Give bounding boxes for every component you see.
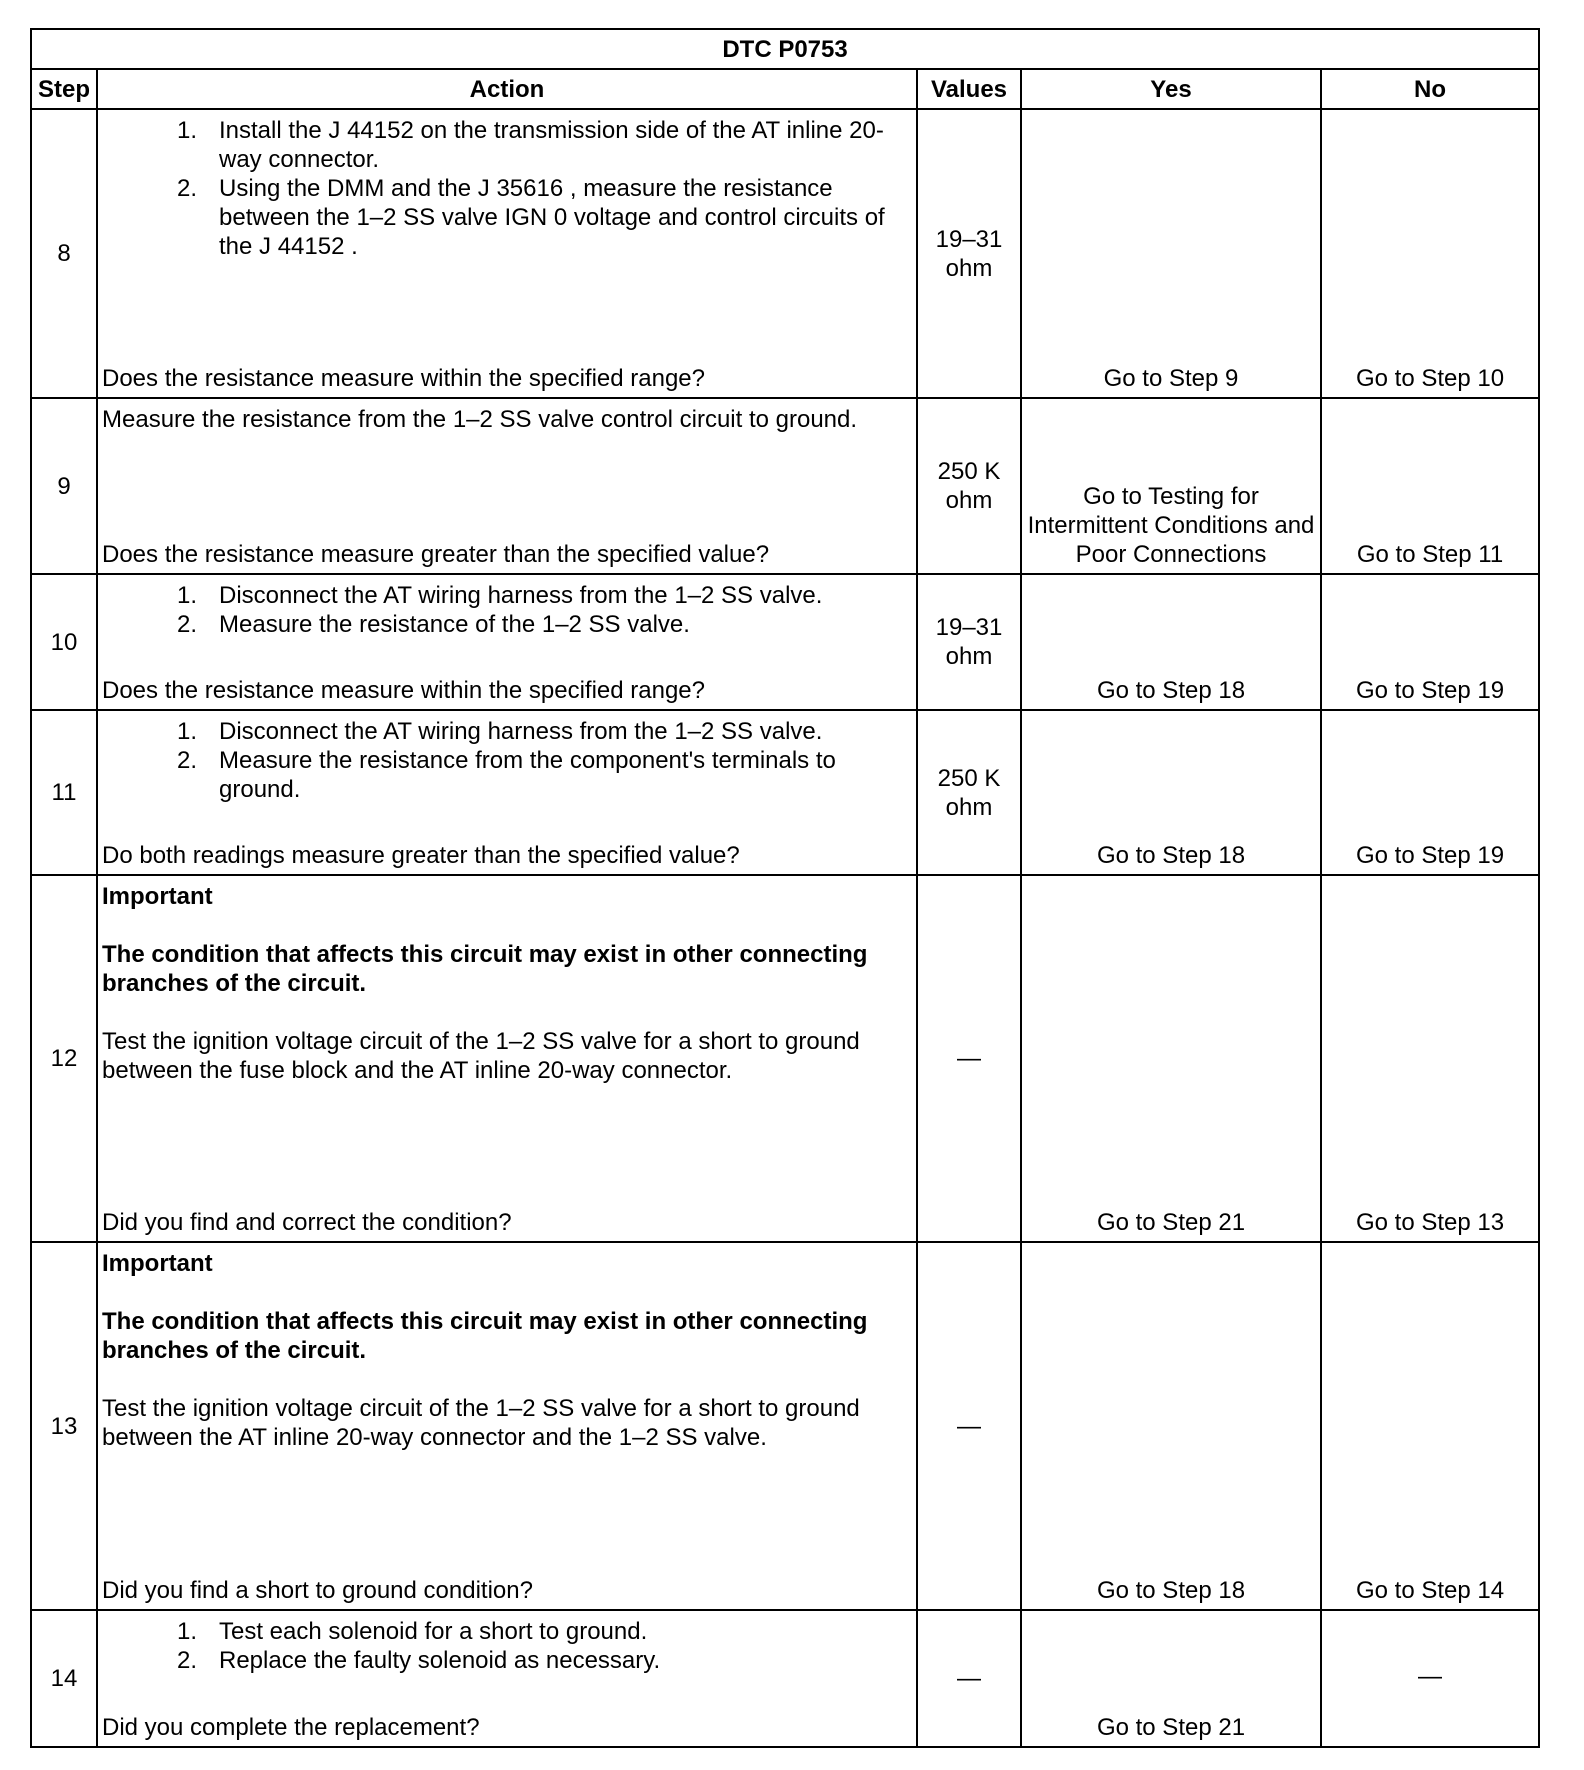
header-step: Step (31, 69, 97, 109)
action-text: Measure the resistance from the 1–2 SS valve control circuit to ground. (102, 406, 858, 433)
action-cell (97, 875, 917, 1242)
list-item: 2. Measure the resistance of the 1–2 SS valve. (176, 611, 690, 638)
action-list (102, 717, 912, 804)
yes-cell: Go to Step 18 (1021, 710, 1321, 875)
list-item: 1. Disconnect the AT wiring harness from the 1–2 SS valve. (176, 582, 823, 609)
table-title: DTC P0753 (31, 29, 1539, 69)
action-question: Did you find a short to ground condition? (102, 1577, 533, 1604)
value-cell: 19–31 ohm (917, 574, 1021, 710)
action-list (102, 116, 912, 261)
yes-cell: Go to Step 9 (1021, 109, 1321, 398)
list-item: 1. Test each solenoid for a short to ground. (176, 1618, 648, 1645)
step-number: 8 (31, 109, 97, 398)
table-row (31, 875, 1539, 1242)
step-number: 10 (31, 574, 97, 710)
yes-cell: Go to Step 18 (1021, 574, 1321, 710)
table-row (31, 710, 1539, 875)
list-item: 1. Install the J 44152 on the transmission side of the AT inline 20-way connector. (176, 117, 884, 173)
table-row (31, 398, 1539, 574)
action-list (102, 581, 912, 639)
yes-cell: Go to Testing for Intermittent Conditions and Poor Connections (1021, 398, 1321, 574)
header-row (31, 69, 1539, 109)
step-number: 14 (31, 1610, 97, 1747)
no-cell: Go to Step 19 (1321, 710, 1539, 875)
no-cell: Go to Step 13 (1321, 875, 1539, 1242)
action-question: Does the resistance measure within the specified range? (102, 677, 705, 704)
important-label: Important (102, 1250, 213, 1277)
header-no: No (1321, 69, 1539, 109)
table-row (31, 1242, 1539, 1610)
no-cell: Go to Step 11 (1321, 398, 1539, 574)
action-question: Did you complete the replacement? (102, 1714, 480, 1741)
table-row (31, 1610, 1539, 1747)
header-action: Action (97, 69, 917, 109)
no-cell: — (1321, 1610, 1539, 1747)
no-cell: Go to Step 14 (1321, 1242, 1539, 1610)
no-cell: Go to Step 19 (1321, 574, 1539, 710)
list-item: 2. Using the DMM and the J 35616 , measure the resistance between the 1–2 SS valve IGN 0 voltage and control circuits of the J 44152 . (176, 175, 885, 260)
step-number: 13 (31, 1242, 97, 1610)
yes-cell: Go to Step 18 (1021, 1242, 1321, 1610)
step-number: 9 (31, 398, 97, 574)
step-number: 11 (31, 710, 97, 875)
list-item: 2. Replace the faulty solenoid as necessary. (176, 1647, 661, 1674)
no-cell: Go to Step 10 (1321, 109, 1539, 398)
value-cell: 250 K ohm (917, 398, 1021, 574)
action-cell (97, 398, 917, 574)
value-cell: 19–31 ohm (917, 109, 1021, 398)
header-values: Values (917, 69, 1021, 109)
important-note: The condition that affects this circuit may exist in other connecting branches of the circuit. (102, 1308, 868, 1364)
important-note: The condition that affects this circuit may exist in other connecting branches of the circuit. (102, 941, 868, 997)
yes-cell: Go to Step 21 (1021, 1610, 1321, 1747)
action-cell (97, 1242, 917, 1610)
table-row (31, 574, 1539, 710)
action-question: Did you find and correct the condition? (102, 1209, 512, 1236)
value-cell: — (917, 1242, 1021, 1610)
action-cell (97, 710, 917, 875)
value-cell: 250 K ohm (917, 710, 1021, 875)
action-question: Do both readings measure greater than the specified value? (102, 842, 740, 869)
action-cell (97, 1610, 917, 1747)
dtc-table (30, 28, 1540, 1748)
value-cell: — (917, 1610, 1021, 1747)
action-question: Does the resistance measure within the specified range? (102, 365, 705, 392)
action-list (102, 1617, 912, 1675)
action-cell (97, 574, 917, 710)
action-cell (97, 109, 917, 398)
header-yes: Yes (1021, 69, 1321, 109)
table-row (31, 109, 1539, 398)
action-text: Test the ignition voltage circuit of the 1–2 SS valve for a short to ground between the AT inline 20-way connector and the 1–2 SS valve. (102, 1395, 860, 1451)
action-question: Does the resistance measure greater than the specified value? (102, 541, 770, 568)
important-label: Important (102, 883, 213, 910)
action-text: Test the ignition voltage circuit of the 1–2 SS valve for a short to ground between the fuse block and the AT inline 20-way connector. (102, 1028, 860, 1084)
step-number: 12 (31, 875, 97, 1242)
list-item: 1. Disconnect the AT wiring harness from the 1–2 SS valve. (176, 718, 823, 745)
list-item: 2. Measure the resistance from the component's terminals to ground. (176, 747, 836, 803)
yes-cell: Go to Step 21 (1021, 875, 1321, 1242)
value-cell: — (917, 875, 1021, 1242)
